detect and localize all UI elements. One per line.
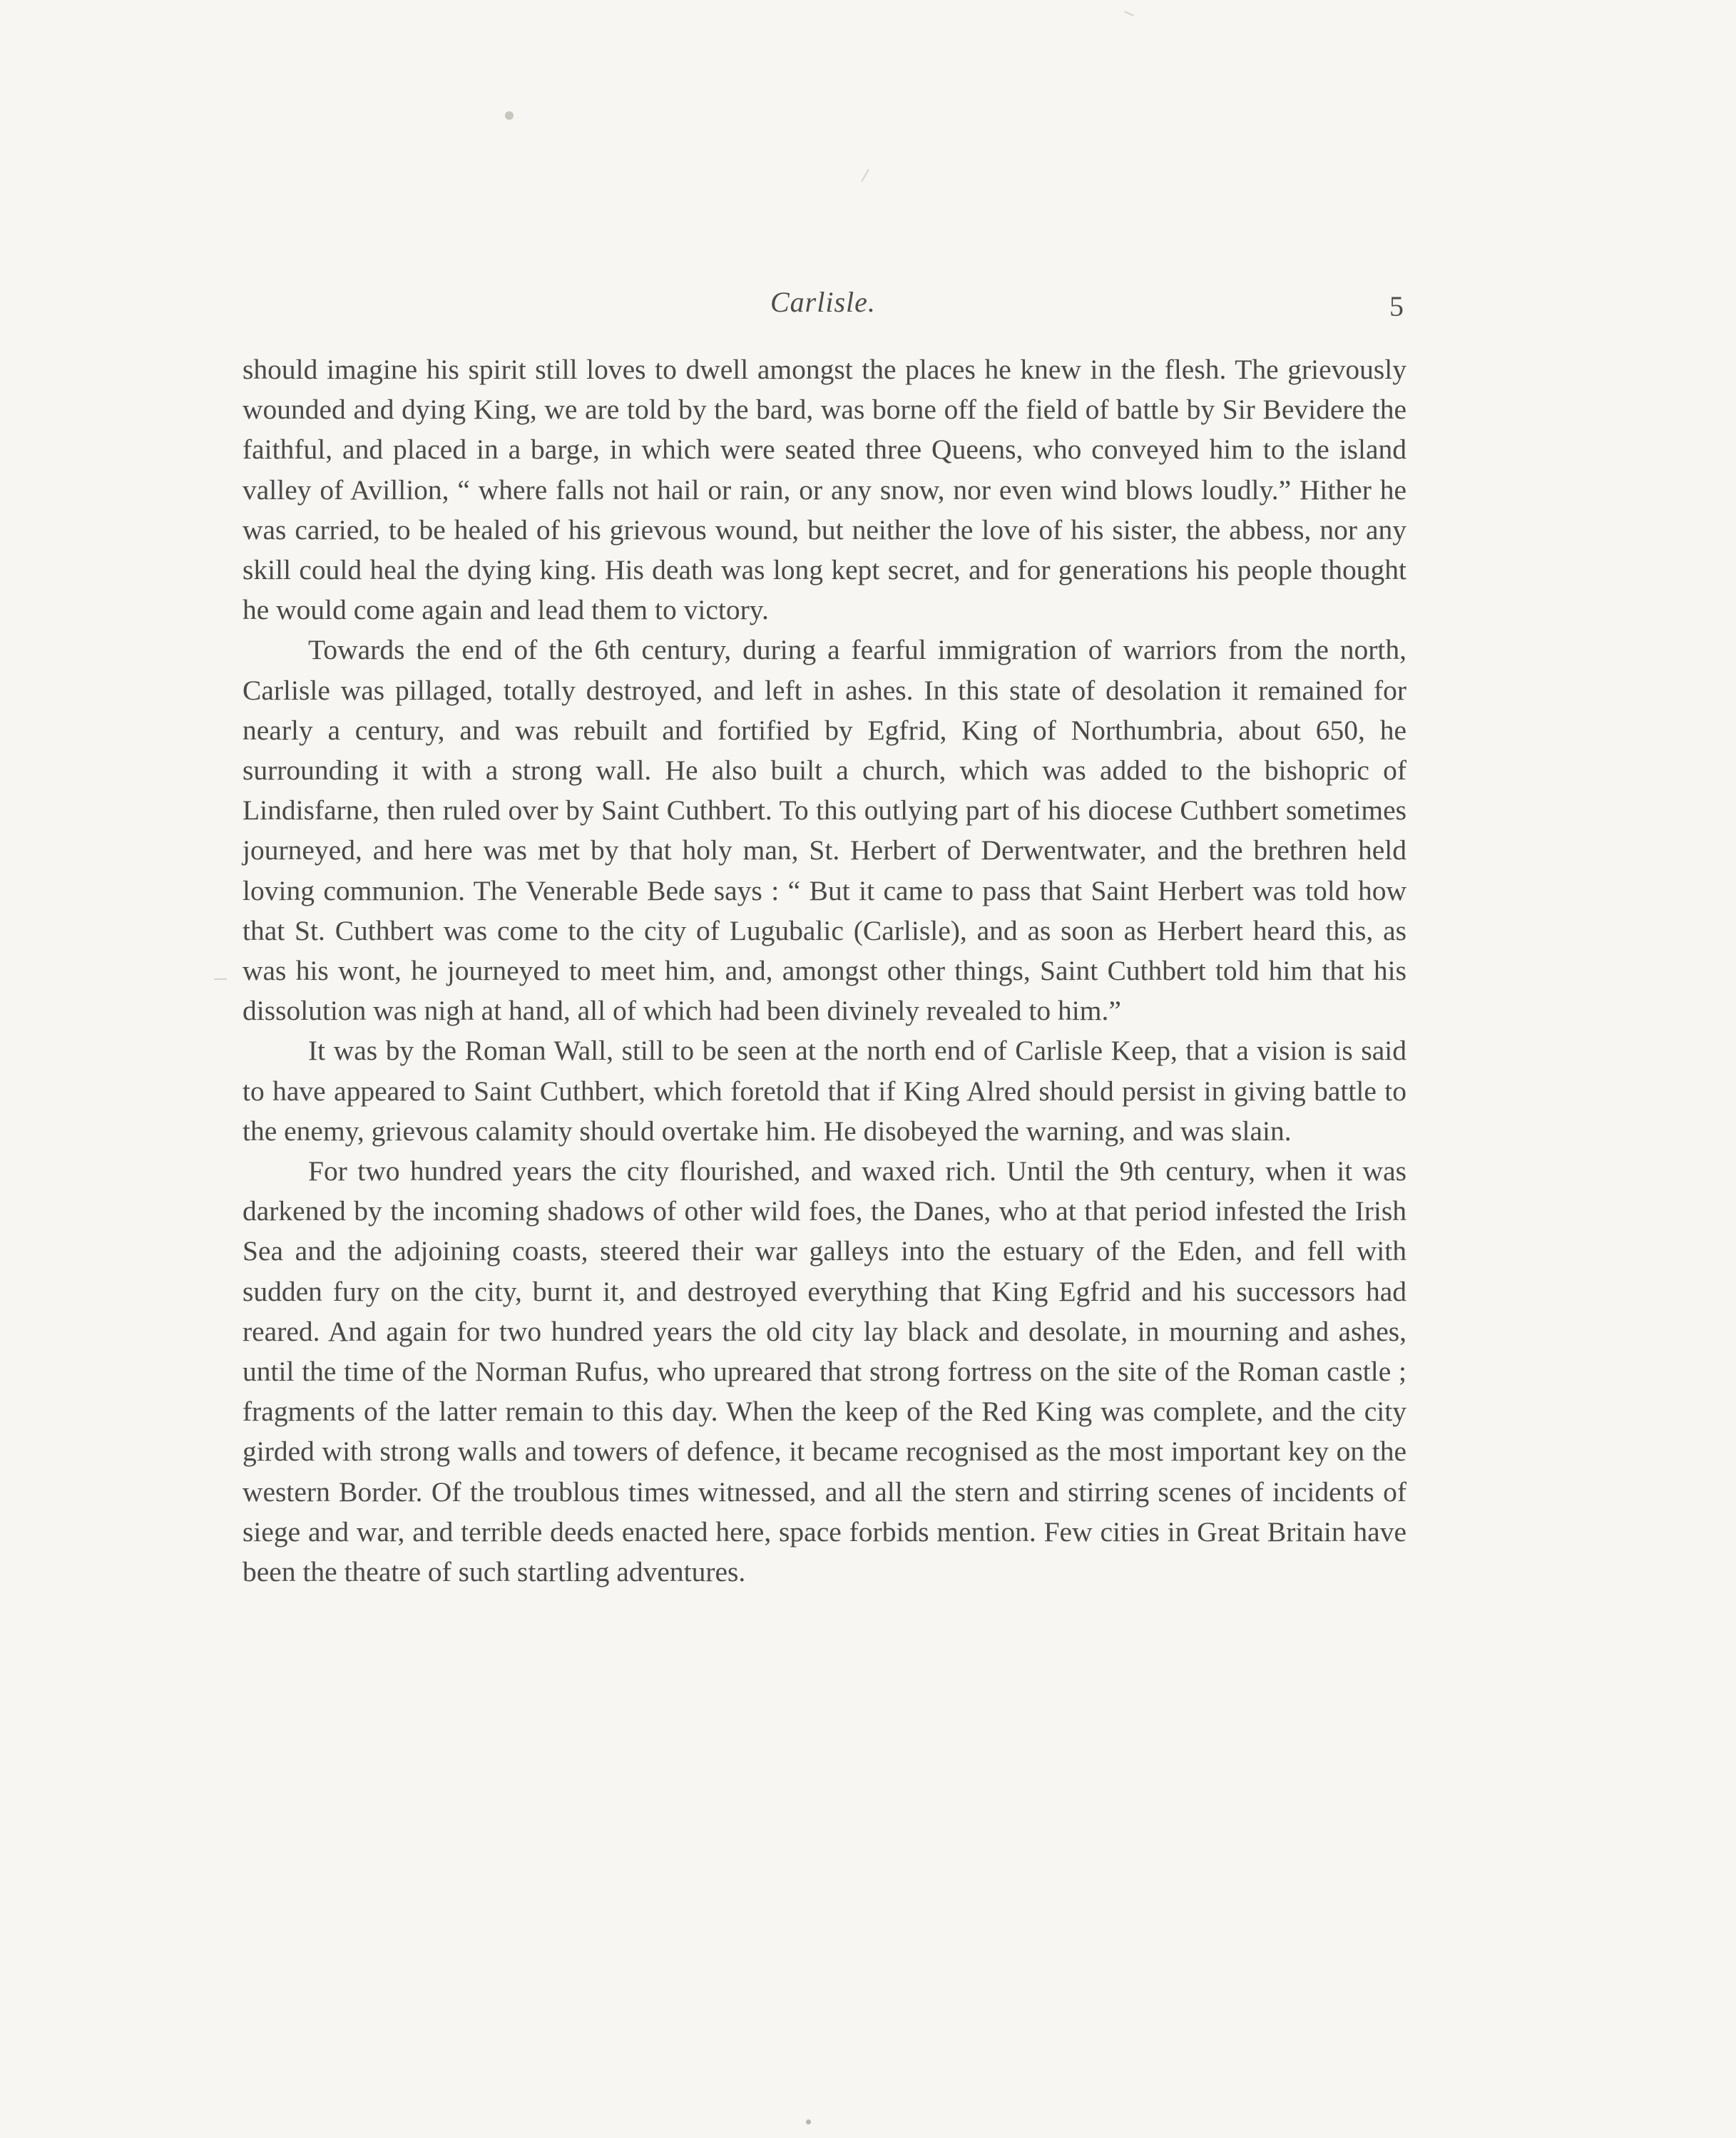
paragraph: should imagine his spirit still loves to dwell amongst the places he knew in the flesh. The grievously wounded and dying King, we are told by the bard, was borne off the field of battle by Sir Bevidere the faithful, and placed in a barge, in which were seated three Queens, who conveyed him to the island valley of Avillion, “ where falls not hail or rain, or any snow, nor even wind blows loudly.” Hither he was carried, to be healed of his grievous wound, but neither the love of his sister, the abbess, nor any skill could heal the dying king. His death was long kept secret, and for generations his people thought he would come again and lead them to victory. xyxy=(242,354,1406,626)
paragraph: Towards the end of the 6th century, during a fearful immigration of warriors from the north, Carlisle was pillaged, totally destroyed, and left in ashes. In this state of desolation it remained for nearly a century, and was rebuilt and fortified by Egfrid, King of Northumbria, about 650, he surrounding it with a strong wall. He also built a church, which was added to the bishopric of Lindisfarne, then ruled over by Saint Cuthbert. To this outlying part of his diocese Cuthbert sometimes journeyed, and here was met by that holy man, St. Herbert of Derwentwater, and the brethren held loving communion. The Venerable Bede says : “ But it came to pass that Saint Herbert was told how that St. Cuthbert was come to the city of Lugubalic (Carlisle), and as soon as Herbert heard this, as was his wont, he journeyed to meet him, and, amongst other things, Saint Cuthbert told him that his dissolution was nigh at hand, all of which had been divinely revealed to him.” xyxy=(242,634,1406,1027)
paper-mark xyxy=(214,978,227,980)
running-title: Carlisle. xyxy=(770,286,876,318)
paragraph: It was by the Roman Wall, still to be seen at the north end of Carlisle Keep, that a vision is said to have appeared to Saint Cuthbert, which foretold that if King Alred should persist in giving battle to the enemy, grievous calamity should overtake him. He disobeyed the warning, and was slain. xyxy=(242,1035,1406,1147)
paragraph: For two hundred years the city flourished, and waxed rich. Until the 9th century, when it was darkened by the incoming shadows of other wild foes, the Danes, who at that period infested the Irish Sea and the adjoining coasts, steered their war galleys into the estuary of the Eden, and fell with sudden fury on the city, burnt it, and destroyed everything that King Egfrid and his successors had reared. And again for two hundred years the old city lay black and desolate, in mourning and ashes, until the time of the Norman Rufus, who upreared that strong fortress on the site of the Roman castle ; fragments of the latter remain to this day. When the keep of the Red King was complete, and the city girded with strong walls and towers of defence, it became recognised as the most important key on the western Border. Of the troublous times witnessed, and all the stern and stirring scenes of incidents of siege and war, and terrible deeds enacted here, space forbids mention. Few cities in Great Britain have been the theatre of such startling adventures. xyxy=(242,1155,1406,1588)
paper-mark xyxy=(1124,11,1134,16)
running-head xyxy=(0,285,1736,328)
body-text xyxy=(242,349,1406,1592)
page-number: 5 xyxy=(1389,290,1404,322)
paper-speck xyxy=(505,111,514,120)
paper-speck xyxy=(806,2119,811,2124)
paper-mark xyxy=(861,169,869,182)
